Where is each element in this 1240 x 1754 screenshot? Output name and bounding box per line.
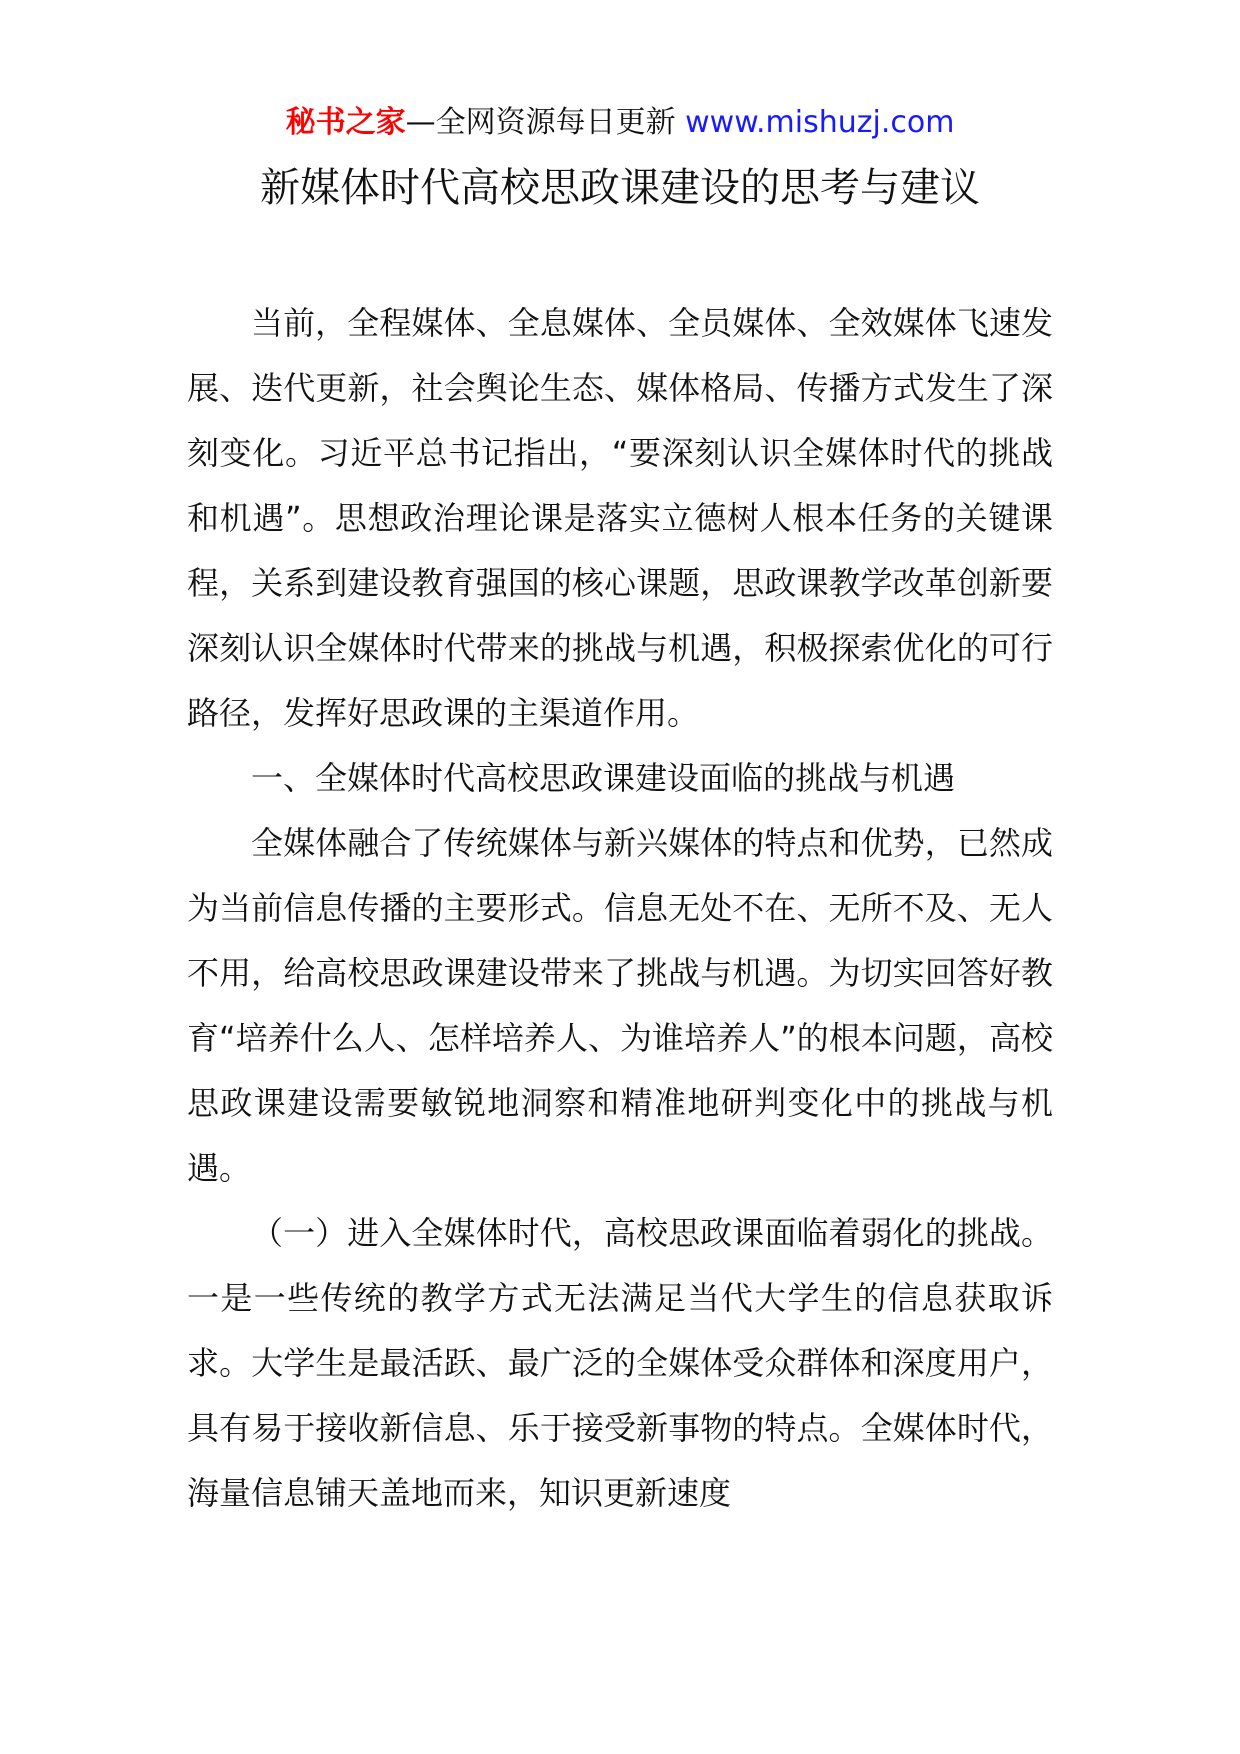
section-heading-1: 一、全媒体时代高校思政课建设面临的挑战与机遇 — [251, 759, 956, 797]
header-tagline: —全网资源每日更新 — [405, 105, 686, 140]
document-body — [187, 291, 1053, 1526]
site-header — [0, 100, 1240, 146]
site-url-link[interactable]: www.mishuzj.com — [685, 105, 955, 140]
brand-name: 秘书之家 — [285, 105, 406, 140]
paragraph-section-1: 全媒体融合了传统媒体与新兴媒体的特点和优势，已然成为当前信息传播的主要形式。信息无处不在、无所不及、无人不用，给高校思政课建设带来了挑战与机遇。为切实回答好教育“培养什么人、怎样培养人、为谁培养人”的根本问题，高校思政课建设需要敏锐地洞察和精准地研判变化中的挑战与机遇。 — [187, 824, 1053, 1187]
paragraph-subsection-1: （一）进入全媒体时代，高校思政课面临着弱化的挑战。一是一些传统的教学方式无法满足当代大学生的信息获取诉求。大学生是最活跃、最广泛的全媒体受众群体和深度用户，具有易于接收新信息、乐于接受新事物的特点。全媒体时代，海量信息铺天盖地而来，知识更新速度 — [187, 1214, 1053, 1512]
paragraph-intro: 当前，全程媒体、全息媒体、全员媒体、全效媒体飞速发展、迭代更新，社会舆论生态、媒体格局、传播方式发生了深刻变化。习近平总书记指出，“要深刻认识全媒体时代的挑战和机遇”。思想政治理论课是落实立德树人根本任务的关键课程，关系到建设教育强国的核心课题，思政课教学改革创新要深刻认识全媒体时代带来的挑战与机遇，积极探索优化的可行路径，发挥好思政课的主渠道作用。 — [187, 304, 1053, 732]
document-title: 新媒体时代高校思政课建设的思考与建议 — [260, 165, 980, 211]
